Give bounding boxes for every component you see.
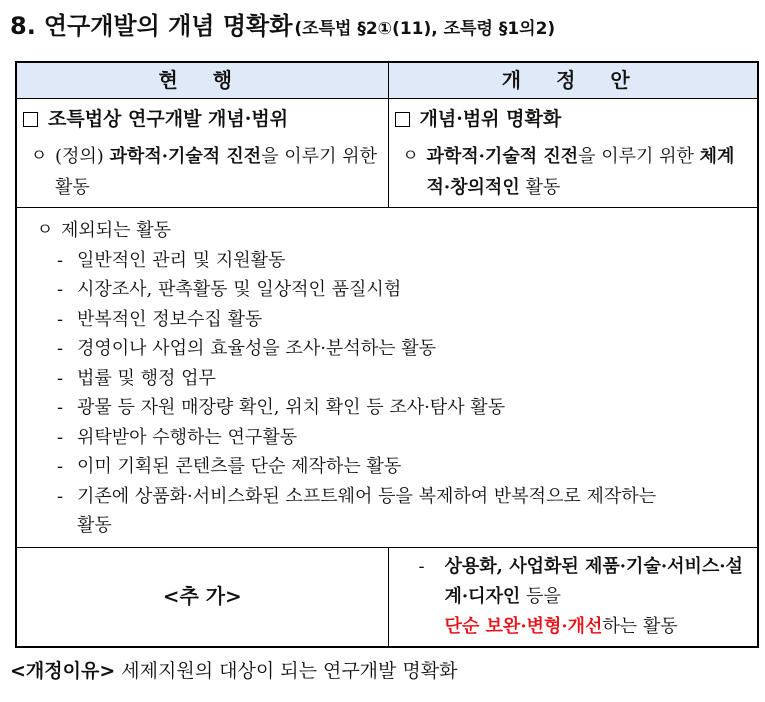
comparison-table (15, 61, 759, 648)
list-item: - 경영이나 사업의 효율성을 조사·분석하는 활동 (57, 338, 436, 359)
reason-text: 세제지원의 대상이 되는 연구개발 명확화 (115, 660, 458, 682)
addition-end: 하는 활동 (602, 615, 678, 637)
list-item: - 이미 기획된 콘텐츠를 단순 제작하는 활동 (57, 456, 402, 477)
current-definition (23, 141, 382, 203)
excluded-heading (29, 216, 747, 246)
addition-dash: - (418, 555, 425, 577)
circle-bullet-icon: ㅇ (402, 146, 419, 166)
circle-bullet-icon: ㅇ (30, 146, 48, 166)
list-item: - 위탁받아 수행하는 연구활동 (57, 426, 298, 448)
section-number: 8. (10, 12, 36, 40)
list-item: - 기존에 상품화·서비스화된 소프트웨어 등을 복제하여 반복적으로 제작하는 활동 (57, 485, 657, 536)
current-cell (16, 99, 388, 208)
revised-box-title (395, 103, 752, 135)
current-box-title-text: 조특법상 연구개발 개념·범위 (48, 107, 289, 130)
addition-bold: 상용화, 사업화된 제품·기술·서비스·설계·디자인 (444, 555, 743, 607)
column-header-revised: 개 정 안 (388, 62, 758, 99)
revised-cell (388, 99, 758, 208)
definition-prefix: (정의) (55, 146, 110, 167)
legal-reference: (조특법 §2①(11), 조특령 §1의2) (294, 19, 556, 39)
column-header-current: 현 행 (16, 62, 388, 99)
list-item: - 일반적인 관리 및 지원활동 (57, 249, 286, 271)
revised-mid: 을 이루기 위한 (578, 146, 700, 167)
addition-middle: 등을 (520, 585, 561, 607)
excluded-list (29, 246, 747, 541)
section-heading (10, 6, 555, 46)
square-icon (23, 112, 38, 127)
list-item: - 시장조사, 판촉활동 및 일상적인 품질시험 (57, 279, 402, 300)
revised-box-title-text: 개념·범위 명확화 (419, 107, 562, 130)
list-item: - 광물 등 자원 매장량 확인, 위치 확인 등 조사·탐사 활동 (57, 397, 506, 418)
revised-bold-1: 과학적·기술적 진전 (426, 146, 579, 167)
list-item: - 반복적인 정보수집 활동 (57, 308, 263, 330)
revised-bold-2: 체계적·창의적인 (426, 146, 735, 198)
revised-end: 활동 (519, 177, 561, 198)
current-box-title (23, 103, 382, 135)
excluded-activities-cell (16, 208, 758, 548)
section-title: 연구개발의 개념 명확화 (43, 12, 293, 40)
addition-cell (388, 547, 758, 647)
square-icon (395, 112, 410, 127)
reason-label: <개정이유> (10, 660, 116, 682)
list-item: - 법률 및 행정 업무 (57, 367, 216, 389)
circle-bullet-icon: ㅇ (36, 220, 54, 240)
excluded-title: 제외되는 활동 (61, 220, 172, 241)
revised-definition (395, 141, 752, 203)
addition-label: <추 가> (16, 547, 388, 647)
addition-red: 단순 보완·변형·개선 (444, 615, 603, 637)
definition-bold: 과학적·기술적 진전 (109, 146, 262, 167)
amendment-reason (10, 656, 457, 683)
definition-rest: 을 이루기 위한 활동 (55, 146, 377, 198)
